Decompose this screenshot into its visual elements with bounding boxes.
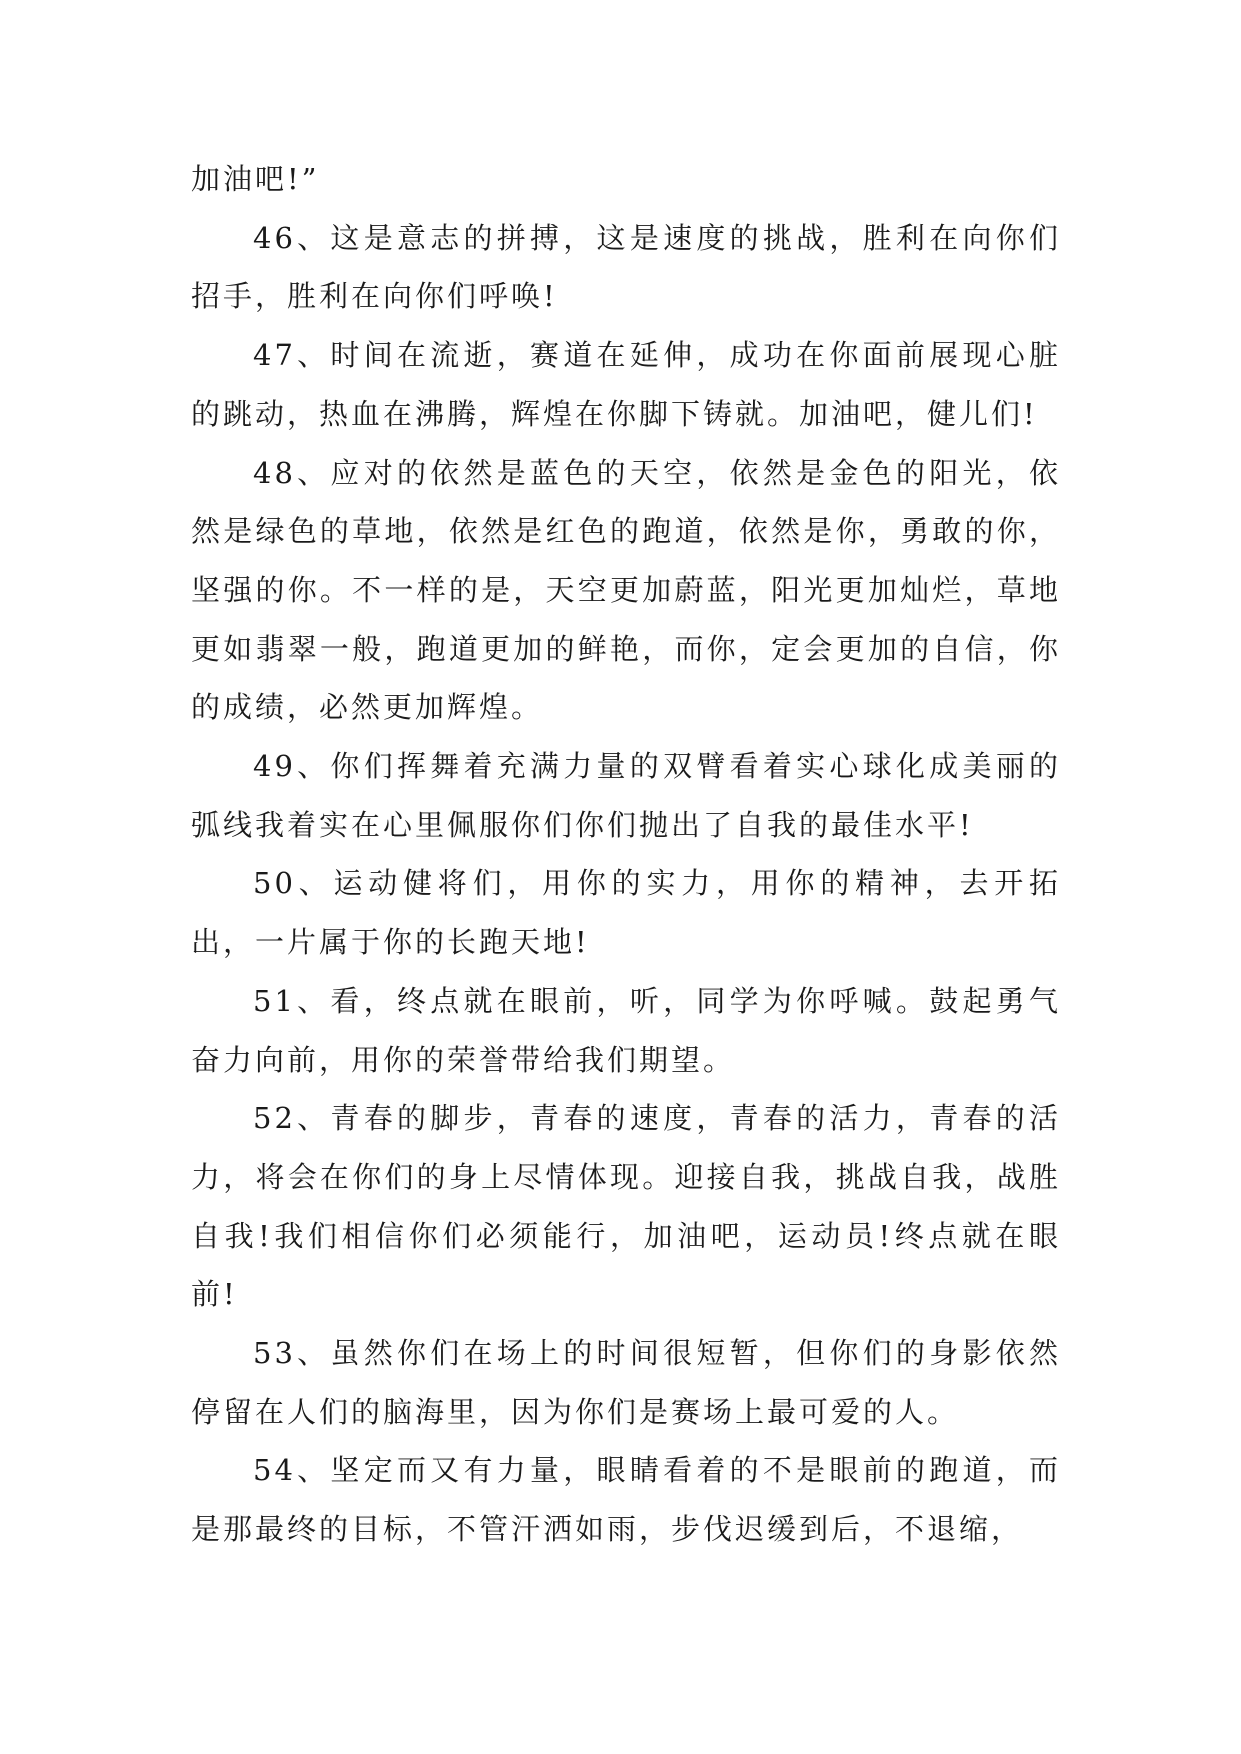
paragraph-continuation: 加油吧!” [191, 162, 320, 196]
paragraph-48: 48、应对的依然是蓝色的天空，依然是金色的阳光，依然是绿色的草地，依然是红色的跑道，依然是你，勇敢的你，坚强的你。不一样的是，天空更加蔚蓝，阳光更加灿烂，草地更如翡翠一般，跑道更加的鲜艳，而你，定会更加的自信，你的成绩，必然更加辉煌。 [191, 455, 1061, 725]
paragraph-50: 50、运动健将们，用你的实力，用你的精神，去开拓出，一片属于你的长跑天地! [191, 866, 1061, 960]
paragraph-52: 52、青春的脚步，青春的速度，青春的活力，青春的活力，将会在你们的身上尽情体现。迎接自我，挑战自我，战胜自我!我们相信你们必须能行，加油吧，运动员!终点就在眼前! [191, 1101, 1061, 1312]
paragraph-46: 46、这是意志的拼搏，这是速度的挑战，胜利在向你们招手，胜利在向你们呼唤! [191, 220, 1061, 314]
paragraph-51: 51、看，终点就在眼前，听，同学为你呼喊。鼓起勇气奋力向前，用你的荣誉带给我们期望。 [191, 983, 1061, 1077]
paragraph-54: 54、坚定而又有力量，眼睛看着的不是眼前的跑道，而是那最终的目标，不管汗洒如雨，步伐迟缓到后，不退缩， [191, 1453, 1061, 1547]
paragraph-53: 53、虽然你们在场上的时间很短暂，但你们的身影依然停留在人们的脑海里，因为你们是赛场上最可爱的人。 [191, 1336, 1061, 1429]
paragraph-49: 49、你们挥舞着充满力量的双臂看着实心球化成美丽的弧线我着实在心里佩服你们你们抛出了自我的最佳水平! [191, 749, 1061, 842]
paragraph-47: 47、时间在流逝，赛道在延伸，成功在你面前展现心脏的跳动，热血在沸腾，辉煌在你脚下铸就。加油吧，健儿们! [191, 338, 1061, 431]
document-body [191, 150, 1061, 1559]
